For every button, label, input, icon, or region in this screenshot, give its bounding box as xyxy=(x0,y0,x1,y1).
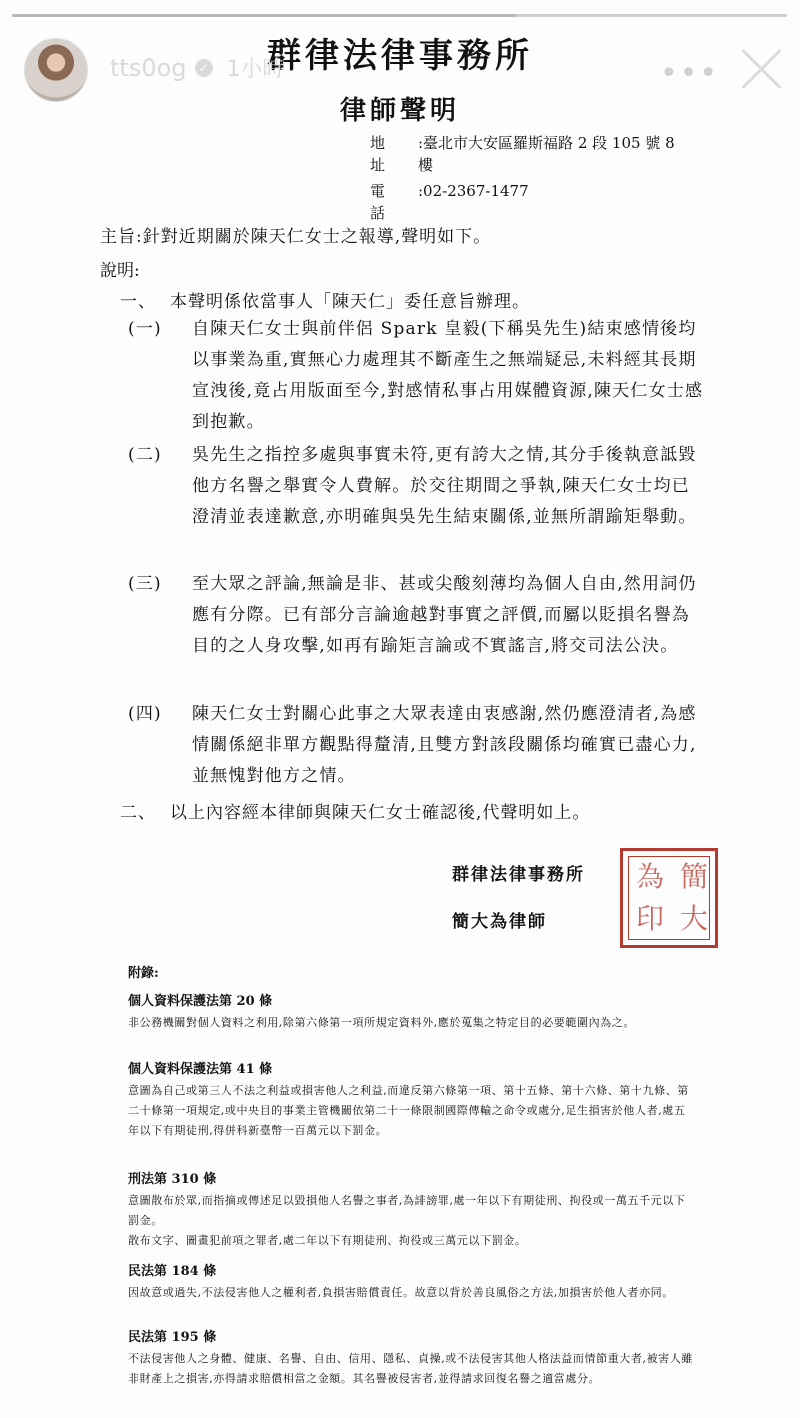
contact-block xyxy=(370,132,710,224)
phone-label: 電 話 xyxy=(370,182,404,222)
law-article: 民法第 195 條 不法侵害他人之身體、健康、名譽、自由、信用、隱私、貞操,或不法侵害其他人格法益而情節重大者,被害人雖非財產上之損害,亦得請求賠償相當之金額。其名譽被侵害者,並得請求回復名譽之適當處分。 xyxy=(128,1330,693,1385)
more-options-icon[interactable]: ••• xyxy=(660,56,720,91)
section-2-number: 二、 xyxy=(120,803,156,823)
paragraph-3-text: 至大眾之評論,無論是非、甚或尖酸刻薄均為個人自由,然用詞仍應有分際。已有部分言論逾越對事實之評價,而屬以貶損名譽為目的之人身攻擊,如再有踰矩言論或不實謠言,將交司法公決。 xyxy=(192,574,697,656)
law-article: 刑法第 310 條 意圖散布於眾,而指摘或傳述足以毀損他人名譽之事者,為誹謗罪,處一年以下有期徒刑、拘役或一萬五千元以下罰金。 散布文字、圖畫犯前項之罪者,處二年以下有期徒刑、拘役或三萬元以下罰金。 xyxy=(128,1172,686,1247)
verified-badge-icon: ✓ xyxy=(195,59,213,77)
signature-firm: 群律法律事務所 xyxy=(452,865,585,885)
document-title: 律師聲明 xyxy=(339,96,460,126)
appendix-label: 附錄: xyxy=(128,966,159,981)
paragraph-3: (三) 至大眾之評論,無論是非、甚或尖酸刻薄均為個人自由,然用詞仍應有分際。已有部分言論逾越對事實之評價,而屬以貶損名譽為目的之人身攻擊,如再有踰矩言論或不實謠言,將交司法公決。 xyxy=(128,569,708,662)
paragraph-4-text: 陳天仁女士對關心此事之大眾表達由衷感謝,然仍應澄清者,為感情關係絕非單方觀點得釐清,且雙方對該段關係均確實已盡心力,並無愧對他方之情。 xyxy=(192,704,697,786)
section-1-number: 一、 xyxy=(120,292,156,312)
story-progress-bar xyxy=(12,14,787,17)
signature-lawyer: 簡大為律師 xyxy=(452,912,547,932)
paragraph-2-text: 吳先生之指控多處與事實未符,更有誇大之情,其分手後執意詆毀他方名譽之舉實令人費解。於交往期間之爭執,陳天仁女士均已澄清並表達歉意,亦明確與吳先生結束關係,並無所謂踰矩舉動。 xyxy=(192,445,697,527)
paragraph-2: (二) 吳先生之指控多處與事實未符,更有誇大之情,其分手後執意詆毀他方名譽之舉實令人費解。於交往期間之爭執,陳天仁女士均已澄清並表達歉意,亦明確與吳先生結束關係,並無所謂踰矩舉動。 xyxy=(128,440,708,533)
firm-title: 群律法律事務所 xyxy=(267,36,533,76)
section-1-text: 本聲明係依當事人「陳天仁」委任意旨辦理。 xyxy=(170,292,530,312)
paragraph-1: (一) 自陳天仁女士與前伴侶 Spark 皇毅(下稱吳先生)結束感情後均以事業為重,實無心力處理其不斷產生之無端疑忌,未料經其長期宣洩後,竟占用版面至今,對感情私事占用媒體資源,陳天仁女士感到抱歉。 xyxy=(128,314,708,438)
seal-stamp-icon: 簡 大 為 印 xyxy=(620,848,718,948)
law-article: 民法第 184 條 因故意或過失,不法侵害他人之權利者,負損害賠償責任。故意以背於善良風俗之方法,加損害於他人者亦同。 xyxy=(128,1264,674,1299)
story-header xyxy=(110,52,285,83)
avatar[interactable] xyxy=(24,38,88,102)
address-value: :臺北市大安區羅斯福路 2 段 105 號 8 樓 xyxy=(418,134,675,174)
section-2-text: 以上內容經本律師與陳天仁女士確認後,代聲明如上。 xyxy=(170,803,591,823)
story-progress-fill xyxy=(12,14,516,17)
paragraph-4: (四) 陳天仁女士對關心此事之大眾表達由衷感謝,然仍應澄清者,為感情關係絕非單方觀點得釐清,且雙方對該段關係均確實已盡心力,並無愧對他方之情。 xyxy=(128,699,708,792)
law-article: 個人資料保護法第 41 條 意圖為自己或第三人不法之利益或損害他人之利益,而違反第六條第一項、第十五條、第十六條、第十九條、第二十條第一項規定,或中央目的事業主管機關依第二十一條限制國際傳輸之命令或處分,足生損害於他人者,處五年以下有期徒刑,得併科新臺幣一百萬元以下罰金。 xyxy=(128,1062,689,1137)
post-time: 1小時 xyxy=(226,57,285,82)
explain-label: 說明: xyxy=(100,261,140,281)
username[interactable]: tts0og xyxy=(110,53,187,82)
subject-line: 主旨:針對近期關於陳天仁女士之報導,聲明如下。 xyxy=(100,227,492,247)
law-article: 個人資料保護法第 20 條 非公務機關對個人資料之利用,除第六條第一項所規定資料外,應於蒐集之特定目的必要範圍內為之。 xyxy=(128,994,635,1029)
close-icon[interactable] xyxy=(738,46,784,92)
address-label: 地 址 xyxy=(370,134,404,174)
phone-value: :02-2367-1477 xyxy=(418,182,529,200)
paragraph-1-text: 自陳天仁女士與前伴侶 Spark 皇毅(下稱吳先生)結束感情後均以事業為重,實無心力處理其不斷產生之無端疑忌,未料經其長期宣洩後,竟占用版面至今,對感情私事占用媒體資源,陳天仁女士感到抱歉。 xyxy=(192,319,704,432)
